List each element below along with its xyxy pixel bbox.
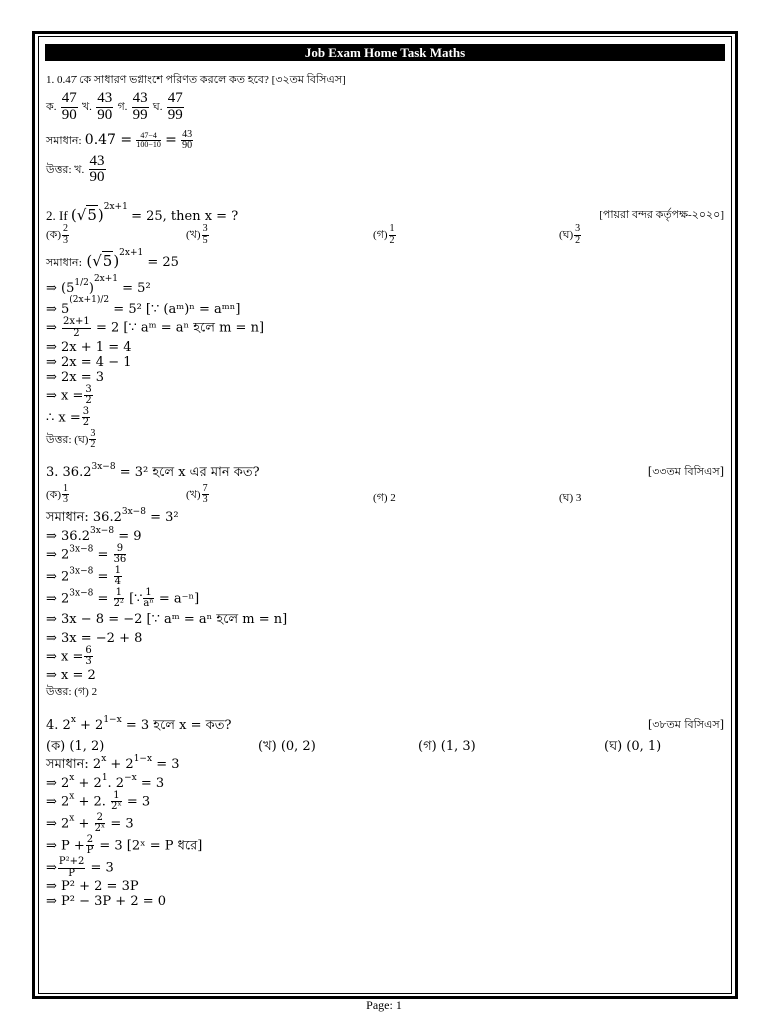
solution-step: ⇒ 2x = 3 [46,369,105,385]
solution-step: ⇒ x = $\frac{3}{2}$ [46,383,92,406]
question-3-source: [৩৩তম বিসিএস] [647,464,724,478]
question-2-answer: উত্তর: (ঘ) $\frac{3}{2}$ [46,427,96,450]
question-2-solution: সমাধান: $(√5)^{2x+1} = 25$ [46,248,179,270]
solution-step: ⇒ $2^{3x-8}$ = $\frac{9}{36}$ [46,542,127,565]
page-number: Page: 1 [366,998,402,1012]
solution-step: ∴ x = $\frac{3}{2}$ [46,405,90,428]
question-3-answer: উত্তর: (গ) 2 [46,685,98,698]
question-2-source: [পায়রা বন্দর কর্তৃপক্ষ-২০২০] [599,209,724,221]
option-4-label: ঘ. [152,101,163,114]
question-2: 2. If $(√5)^{2x+1} = 25$, then x = ? [পায়রা বন্দর কর্তৃপক্ষ-২০২০] [46,202,724,224]
question-3-options: (ক) $\frac{1}{3}$ (খ) $\frac{7}{3}$ (গ) 2 (ঘ) 3 [46,482,582,505]
solution-step: ⇒ 3x = −2 + 8 [46,630,143,646]
question-1-answer: উত্তর: খ. $\frac{43}{90}$ [46,152,105,186]
option-2-label: খ. [81,101,92,114]
solution-step: ⇒ 2$^x$ + $\frac{2}{\text{2ˣ}}$ = 3 [46,811,134,834]
solution-step: ⇒ $5^{(2x+1)/2} = 5^2$ [∵ (aᵐ)ⁿ = aᵐⁿ] [46,295,241,317]
question-3: 3. $36.2^{3x-8} = 3^2$ হলে x এর মান কত? [৩৩তম বিসিএস] [46,461,724,480]
solution-step: ⇒ P² + 2 = 3P [46,879,139,894]
solution-step: ⇒ $(5^{1/2})^{2x+1} = 5^2$ [46,274,151,296]
question-4-solution: সমাধান: $2^x + 2^{1-x} = 3$ [46,753,180,772]
question-1-text: 1. 0.47̇ কে সাধারণ ভগ্নাংশে পরিণত করলে কত হবে? [৩২তম বিসিএস] [46,74,346,86]
solution-step: ⇒ $36.2^{3x-8} = 9$ [46,525,142,544]
solution-step: ⇒ $\frac{2x+1}{2}$ = 2 [∵ aᵐ = aⁿ হলে m = n] [46,316,265,339]
option-1-label: ক. [46,101,57,114]
option-3-label: গ. [117,101,128,114]
solution-step: ⇒ x = 2 [46,667,96,683]
solution-step: ⇒ P² − 3P + 2 = 0 [46,894,167,909]
solution-step: ⇒ x = $\frac{6}{3}$ [46,644,92,667]
question-1-options: ক. $\frac{47}{90}$ খ. $\frac{43}{90}$ গ. $\frac{43}{99}$ ঘ. $\frac{47}{99}$ [46,90,183,123]
question-1 [46,71,726,90]
solution-step: ⇒ $\frac{\text{P²+2}}{P}$ = 3 [46,856,114,879]
question-4-source: [৩৮তম বিসিএস] [647,717,724,731]
solution-step: ⇒ P + $\frac{2}{P}$ = 3 [2ˣ = P ধরে] [46,833,203,856]
question-3-solution: সমাধান: $36.2^{3x-8} = 3^2$ [46,506,179,525]
page-title: Job Exam Home Task Maths [45,44,725,61]
question-1-solution: সমাধান: 0.47̇ = $\frac{47-4}{100-10}$ = $\frac{43}{90}$ [46,128,193,151]
solution-step: ⇒ 2x + 1 = 4 [46,339,132,355]
solution-step: ⇒ $2^x + 2^1$. $2^{-x} = 3$ [46,772,165,791]
question-2-options: (ক) $\frac{2}{3}$ (খ) $\frac{3}{5}$ (গ) $\frac{1}{2}$ (ঘ) $\frac{3}{2}$ [46,223,581,246]
solution-step: ⇒ $2^{3x-8}$ = $\frac{1}{4}$ [46,564,121,587]
question-4-options: (ক) (1, 2) (খ) (0, 2) (গ) (1, 3) (ঘ) (0, 1) [46,738,662,754]
solution-step: ⇒ 3x − 8 = −2 [∵ aᵐ = aⁿ হলে m = n] [46,611,288,627]
worksheet-content [46,64,726,909]
solution-step: ⇒ 2x = 4 − 1 [46,354,132,370]
question-4: 4. $2^x + 2^{1-x} = 3$ হলে x = কত? [৩৮তম বিসিএস] [46,714,724,733]
solution-step: ⇒ 2$^x$ + 2. $\frac{1}{\text{2ˣ}}$ = 3 [46,789,151,812]
solution-step: ⇒ $2^{3x-8}$ = $\frac{1}{\text{2²}}$ [∵ $\frac{1}{\text{aⁿ}}$ = a⁻ⁿ] [46,586,200,609]
